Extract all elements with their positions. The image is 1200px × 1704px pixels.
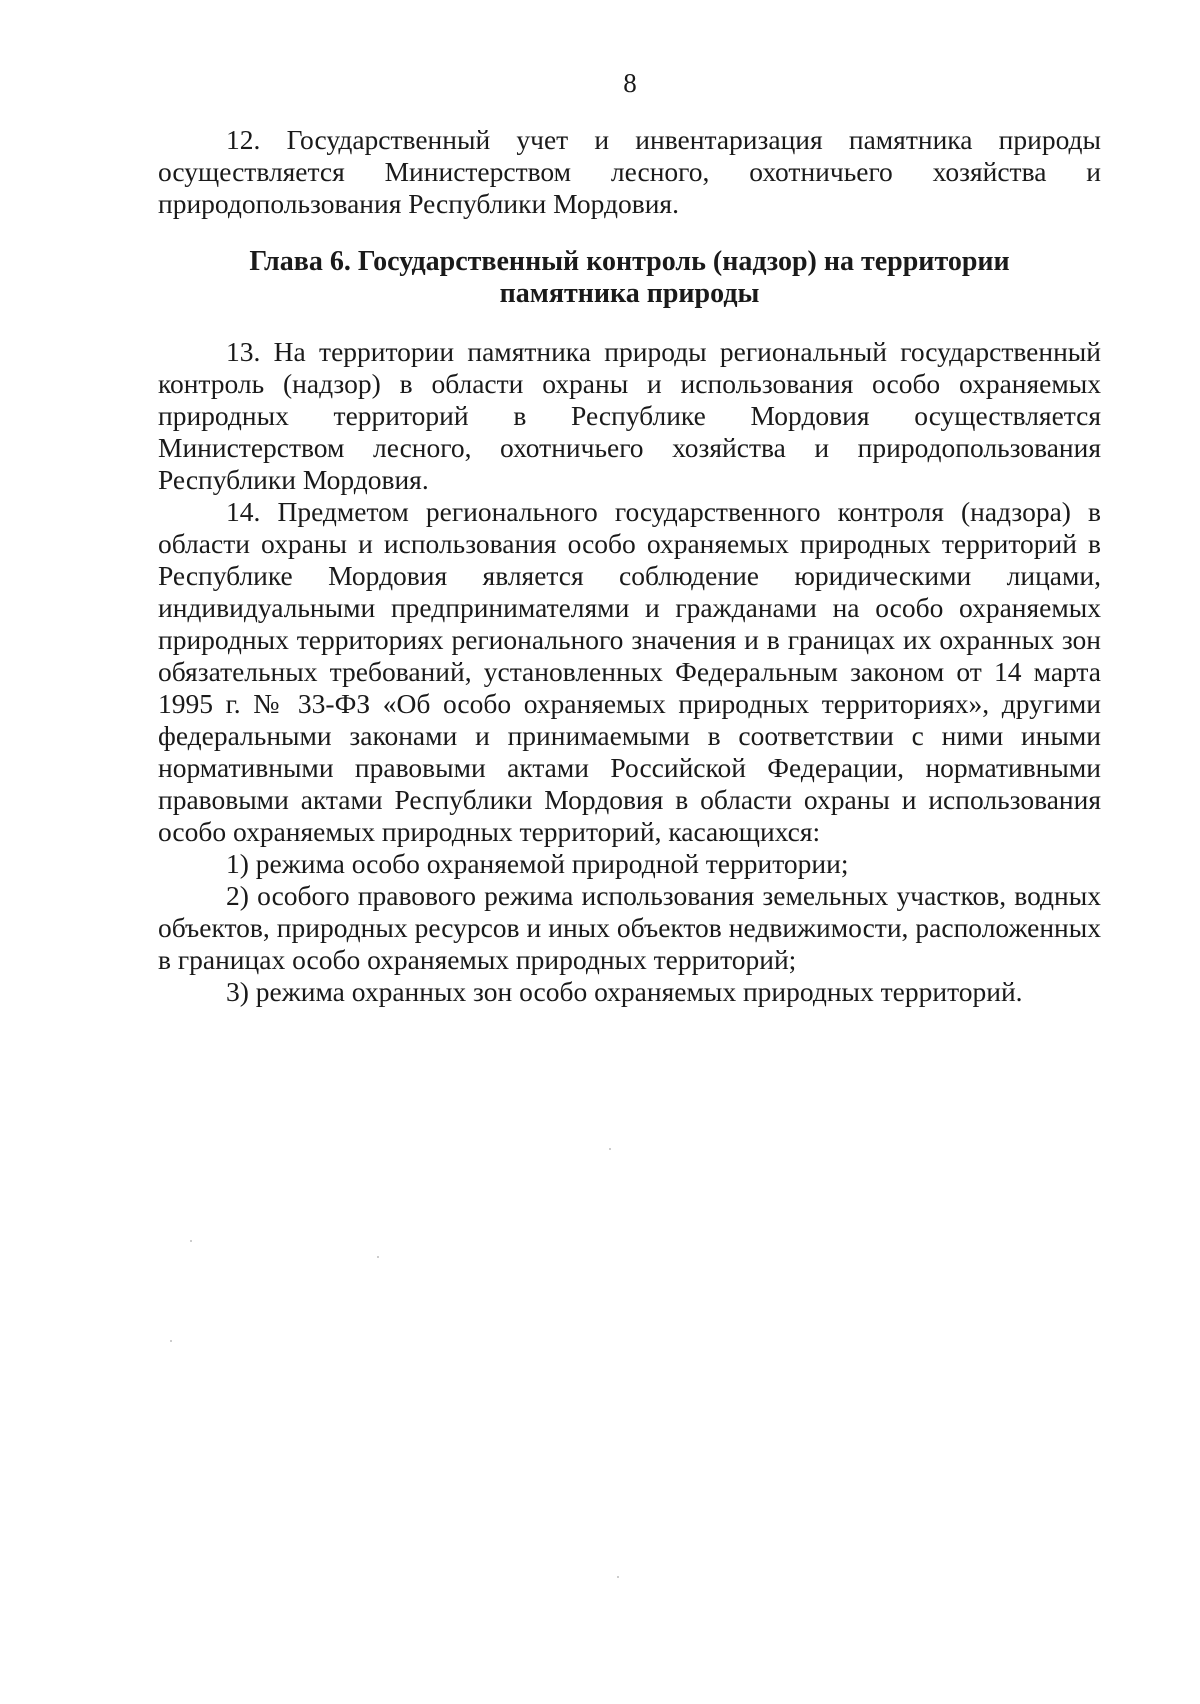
scan-speck (190, 1240, 192, 1242)
scan-speck (170, 1340, 172, 1342)
list-item-1: 1) режима особо охраняемой природной территории; (226, 848, 849, 879)
scan-speck (609, 1148, 611, 1150)
paragraph-12: 12. Государственный учет и инвентаризация памятника природы осуществляется Министерством лесного, охотничьего хозяйства и природопользования Республики Мордовия. (158, 124, 1101, 219)
scan-speck (377, 1256, 379, 1258)
scan-speck (617, 1576, 619, 1578)
list-item-3: 3) режима охранных зон особо охраняемых природных территорий. (226, 976, 1023, 1007)
chapter-heading-line-2: памятника природы (499, 278, 760, 309)
list-item-2: 2) особого правового режима использования земельных участков, водных объектов, природных ресурсов и иных объектов недвижимости, расположенных в границах особо охраняемых природных территорий; (158, 880, 1101, 975)
paragraph-14: 14. Предметом регионального государственного контроля (надзора) в области охраны и использования особо охраняемых природных территорий в Республике Мордовия является соблюдение юридическими лицами, индивидуальными предпринимателями и гражданами на особо охраняемых природных территориях регионального значения и в границах их охранных зон обязательных требований, установленных Федеральным законом от 14 марта 1995 г. № 33-ФЗ «Об особо охраняемых природных территориях», другими федеральными законами и принимаемыми в соответствии с ними иными нормативными правовыми актами Российской Федерации, нормативными правовыми актами Республики Мордовия в области охраны и использования особо охраняемых природных территорий, касающихся: (158, 496, 1101, 847)
paragraph-13: 13. На территории памятника природы региональный государственный контроль (надзор) в области охраны и использования особо охраняемых природных территорий в Республике Мордовия осуществляется Министерством лесного, охотничьего хозяйства и природопользования Республики Мордовия. (158, 336, 1101, 495)
chapter-heading (158, 246, 1101, 310)
document-body (158, 124, 1101, 1008)
page-number: 8 (623, 68, 637, 98)
chapter-heading-line-1: Глава 6. Государственный контроль (надзор) на территории (249, 246, 1010, 277)
